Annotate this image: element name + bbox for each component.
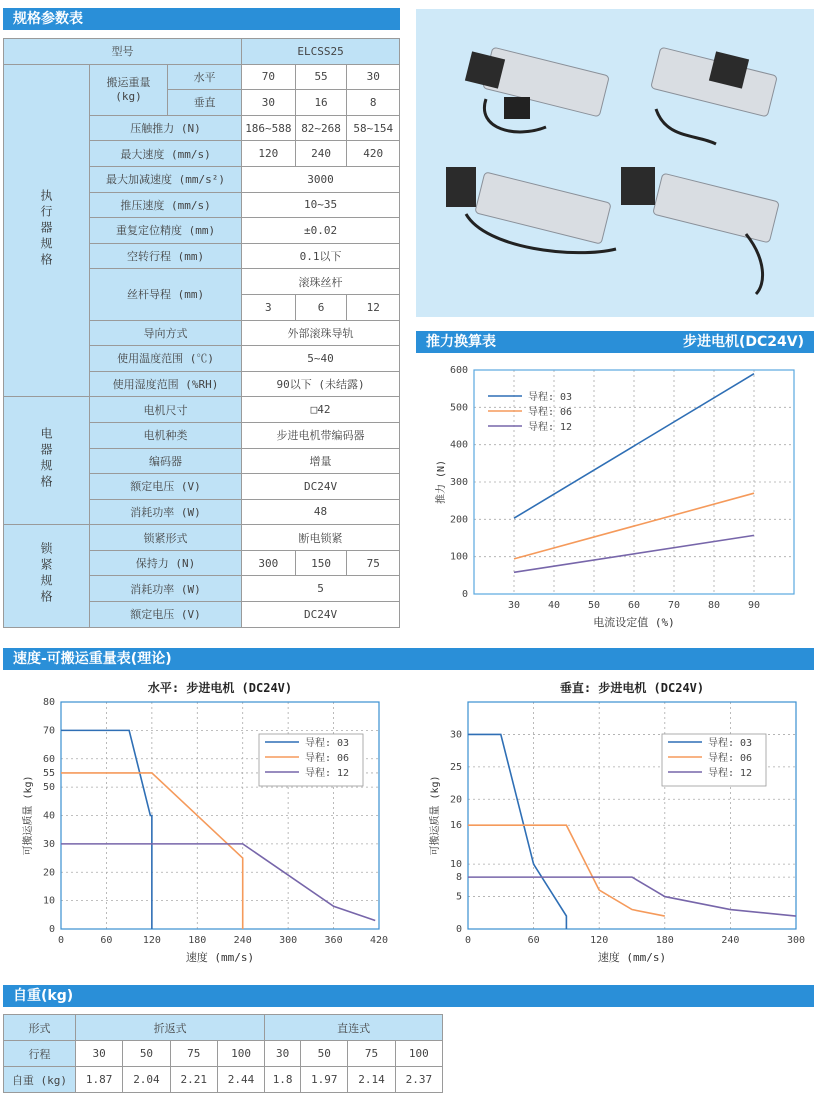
actuator-image: [446, 167, 616, 253]
y-tick-label: 600: [449, 365, 468, 376]
repeat-value: ±0.02: [242, 218, 400, 244]
load-label: 搬运重量 (kg): [90, 64, 168, 115]
legend-label: 导程: 12: [708, 768, 753, 779]
weight-table: [3, 1014, 443, 1093]
group-electric: 电器规格: [4, 397, 90, 525]
hold-label: 保持力 (N): [90, 550, 242, 576]
legend-label: 导程: 06: [305, 753, 350, 764]
repeat-label: 重复定位精度 (mm): [90, 218, 242, 244]
rated-v-label: 额定电压 (V): [90, 474, 242, 500]
stroke-value: 75: [170, 1041, 217, 1067]
press-value: 58~154: [347, 115, 400, 141]
temp-label: 使用温度范围 (℃): [90, 346, 242, 372]
hold-value: 150: [295, 550, 347, 576]
lock-power-value: 5: [242, 576, 400, 602]
form-label: 形式: [4, 1015, 76, 1041]
x-tick-label: 60: [627, 600, 641, 611]
y-axis-label: 推力 (N): [436, 459, 447, 505]
power-value: 48: [242, 499, 400, 525]
series-line: [514, 493, 754, 559]
chart-title: 水平: 步进电机 (DC24V): [147, 681, 293, 695]
table-row: [4, 64, 400, 90]
model-label: 型号: [4, 39, 242, 65]
y-tick-label: 200: [449, 514, 468, 526]
straight-label: 直连式: [265, 1015, 443, 1041]
x-tick-label: 180: [188, 935, 207, 946]
stroke-value: 30: [265, 1041, 301, 1067]
legend-label: 导程: 03: [305, 738, 350, 749]
max-speed-value: 420: [347, 141, 400, 167]
y-tick-label: 40: [42, 810, 55, 822]
x-tick-label: 80: [707, 600, 721, 611]
encoder-label: 编码器: [90, 448, 242, 474]
fold-label: 折返式: [76, 1015, 265, 1041]
model-value: ELCSS25: [242, 39, 400, 65]
speed-section-title: 速度-可搬运重量表(理论): [13, 651, 172, 667]
table-row: [4, 1067, 443, 1093]
legend-label: 导程: 06: [528, 407, 573, 418]
y-tick-label: 8: [455, 872, 462, 884]
x-tick-label: 420: [369, 935, 389, 946]
x-tick-label: 360: [324, 935, 343, 946]
y-tick-label: 55: [42, 767, 55, 779]
encoder-value: 增量: [242, 448, 400, 474]
y-axis-label: 可搬运质量 (kg): [430, 775, 441, 856]
y-tick-label: 30: [449, 729, 462, 741]
horizontal-label: 水平: [168, 64, 242, 90]
guide-label: 导向方式: [90, 320, 242, 346]
x-tick-label: 60: [527, 935, 540, 946]
stroke-label: 行程: [4, 1041, 76, 1067]
lead-type: 滚珠丝杆: [242, 269, 400, 295]
y-tick-label: 100: [449, 551, 468, 563]
weight-value: 1.97: [301, 1067, 348, 1093]
y-tick-label: 10: [449, 859, 462, 871]
press-value: 82~268: [295, 115, 347, 141]
group-lock: 锁紧规格: [4, 525, 90, 627]
x-tick-label: 120: [142, 935, 161, 946]
stroke-value: 100: [217, 1041, 264, 1067]
v-value: 30: [242, 90, 296, 116]
push-speed-value: 10~35: [242, 192, 400, 218]
y-tick-label: 0: [48, 924, 55, 935]
y-tick-label: 0: [455, 924, 462, 935]
stroke-value: 30: [76, 1041, 123, 1067]
lock-power-label: 消耗功率 (W): [90, 576, 242, 602]
legend-label: 导程: 06: [708, 753, 753, 764]
series-line: [61, 730, 152, 929]
idle-label: 空转行程 (mm): [90, 243, 242, 269]
lock-type-value: 断电锁紧: [242, 525, 400, 551]
x-axis-label: 速度 (mm/s): [597, 951, 667, 964]
y-tick-label: 60: [42, 753, 55, 765]
actuator-illustration: [416, 9, 814, 317]
h-value: 30: [347, 64, 400, 90]
y-tick-label: 25: [449, 761, 462, 773]
thrust-chart: [416, 358, 814, 630]
x-tick-label: 60: [100, 935, 113, 946]
x-tick-label: 30: [507, 600, 521, 611]
motor-type-label: 电机种类: [90, 422, 242, 448]
x-tick-label: 70: [667, 600, 681, 611]
press-label: 压触推力 (N): [90, 115, 242, 141]
rated-v-value: DC24V: [242, 474, 400, 500]
temp-value: 5~40: [242, 346, 400, 372]
y-tick-label: 16: [449, 820, 462, 832]
weight-value: 2.21: [170, 1067, 217, 1093]
y-axis-label: 可搬运质量 (kg): [23, 775, 34, 856]
hold-value: 300: [242, 550, 296, 576]
y-tick-label: 20: [449, 794, 462, 806]
weight-value: 1.87: [76, 1067, 123, 1093]
table-row: [4, 1015, 443, 1041]
spec-title: 规格参数表: [13, 11, 83, 27]
lock-v-value: DC24V: [242, 602, 400, 628]
y-tick-label: 10: [42, 895, 55, 907]
x-tick-label: 40: [547, 600, 561, 611]
x-axis-label: 速度 (mm/s): [185, 951, 255, 964]
x-tick-label: 240: [233, 935, 252, 946]
spec-section-header: [3, 8, 400, 30]
legend-label: 导程: 03: [708, 738, 753, 749]
series-line: [61, 844, 375, 921]
y-tick-label: 50: [42, 782, 55, 794]
table-row: [4, 1041, 443, 1067]
x-tick-label: 0: [464, 935, 472, 946]
thrust-motor-label: 步进电机(DC24V): [682, 334, 804, 350]
humid-value: 90以下 (未结露): [242, 371, 400, 397]
power-label: 消耗功率 (W): [90, 499, 242, 525]
legend-label: 导程: 03: [528, 392, 573, 403]
motor-type-value: 步进电机带编码器: [242, 422, 400, 448]
series-line: [468, 825, 665, 916]
spec-table: [3, 38, 400, 628]
y-tick-label: 0: [461, 589, 468, 600]
product-photo: [416, 9, 814, 317]
weight-value: 2.14: [348, 1067, 395, 1093]
x-tick-label: 50: [587, 600, 601, 611]
group-actuator: 执行器规格: [4, 64, 90, 397]
press-value: 186~588: [242, 115, 296, 141]
x-tick-label: 300: [279, 935, 298, 946]
max-speed-value: 240: [295, 141, 347, 167]
vertical-label: 垂直: [168, 90, 242, 116]
vertical-speed-chart: [418, 672, 814, 977]
lead-value: 12: [347, 294, 400, 320]
x-tick-label: 240: [721, 935, 740, 946]
weight-value: 2.04: [123, 1067, 170, 1093]
thrust-title: 推力换算表: [426, 334, 496, 350]
x-tick-label: 90: [747, 600, 761, 611]
x-tick-label: 300: [786, 935, 806, 946]
weight-title: 自重(kg): [13, 988, 74, 1004]
hold-value: 75: [347, 550, 400, 576]
h-value: 55: [295, 64, 347, 90]
table-row: [4, 39, 400, 65]
lead-value: 6: [295, 294, 347, 320]
y-tick-label: 30: [42, 838, 55, 850]
y-tick-label: 80: [42, 697, 55, 708]
x-tick-label: 120: [590, 935, 609, 946]
weight-label: 自重 (kg): [4, 1067, 76, 1093]
y-tick-label: 20: [42, 867, 55, 879]
motor-size-value: □42: [242, 397, 400, 423]
weight-section-header: [3, 985, 814, 1007]
weight-value: 2.44: [217, 1067, 264, 1093]
x-tick-label: 180: [655, 935, 674, 946]
weight-value: 2.37: [395, 1067, 442, 1093]
idle-value: 0.1以下: [242, 243, 400, 269]
y-tick-label: 400: [449, 439, 468, 451]
speed-section-header: [3, 648, 814, 670]
thrust-header: [416, 331, 814, 353]
push-speed-label: 推压速度 (mm/s): [90, 192, 242, 218]
max-speed-label: 最大速度 (mm/s): [90, 141, 242, 167]
y-tick-label: 5: [455, 891, 462, 903]
lock-type-label: 锁紧形式: [90, 525, 242, 551]
x-tick-label: 0: [57, 935, 65, 946]
chart-title: 垂直: 步进电机 (DC24V): [559, 681, 705, 695]
stroke-value: 75: [348, 1041, 395, 1067]
actuator-image: [465, 47, 609, 132]
actuator-image: [651, 47, 778, 144]
horizontal-speed-chart: [3, 672, 403, 977]
lead-value: 3: [242, 294, 296, 320]
table-row: [4, 397, 400, 423]
motor-size-label: 电机尺寸: [90, 397, 242, 423]
stroke-value: 50: [123, 1041, 170, 1067]
series-line: [468, 734, 566, 929]
legend-label: 导程: 12: [528, 422, 573, 433]
y-tick-label: 70: [42, 725, 55, 737]
y-tick-label: 300: [449, 477, 468, 488]
max-acc-label: 最大加减速度 (mm/s²): [90, 166, 242, 192]
legend-label: 导程: 12: [305, 768, 350, 779]
stroke-value: 50: [301, 1041, 348, 1067]
weight-value: 1.8: [265, 1067, 301, 1093]
lock-v-label: 额定电压 (V): [90, 602, 242, 628]
h-value: 70: [242, 64, 296, 90]
guide-value: 外部滚珠导轨: [242, 320, 400, 346]
lead-label: 丝杆导程 (mm): [90, 269, 242, 320]
max-speed-value: 120: [242, 141, 296, 167]
v-value: 16: [295, 90, 347, 116]
actuator-image: [621, 167, 779, 294]
max-acc-value: 3000: [242, 166, 400, 192]
y-tick-label: 500: [449, 402, 468, 414]
x-axis-label: 电流设定值 (%): [593, 616, 675, 629]
v-value: 8: [347, 90, 400, 116]
table-row: [4, 525, 400, 551]
humid-label: 使用湿度范围 (%RH): [90, 371, 242, 397]
stroke-value: 100: [395, 1041, 442, 1067]
